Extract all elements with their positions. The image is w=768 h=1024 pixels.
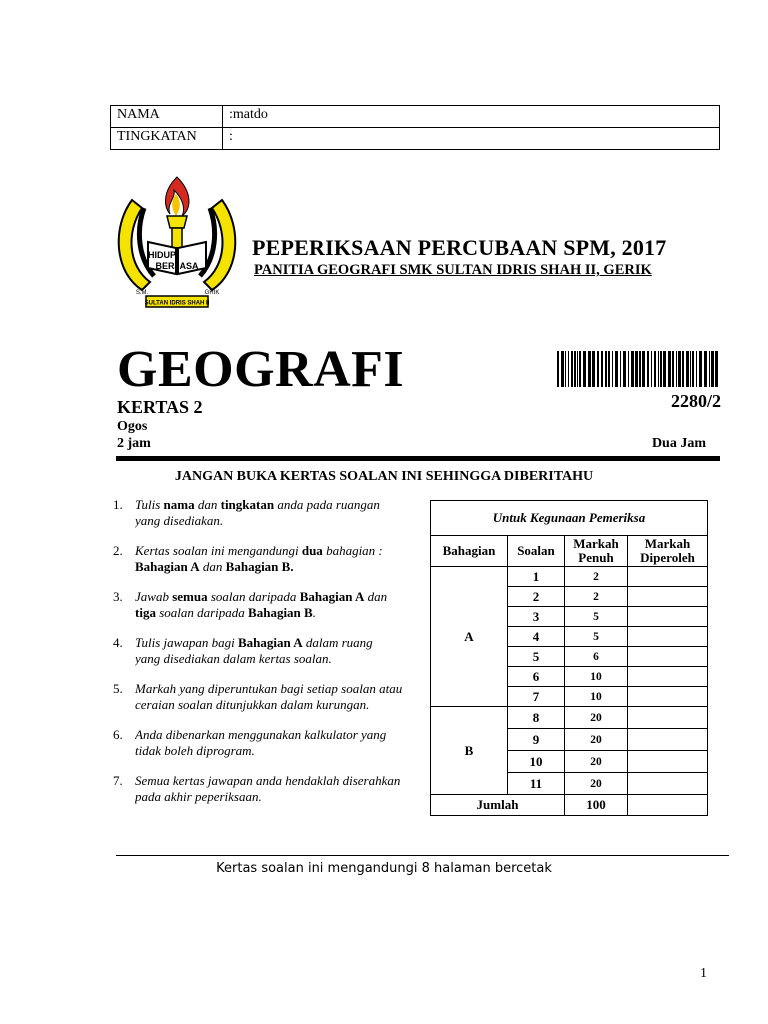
barcode-bar <box>579 351 581 387</box>
instruction-fragment: pada akhir peperiksaan. <box>135 789 262 804</box>
instruction-text <box>135 589 433 621</box>
form-field[interactable]: : <box>223 128 720 150</box>
barcode-bar <box>660 351 662 387</box>
full-marks: 10 <box>565 667 628 687</box>
marks-obtained-cell[interactable] <box>628 773 708 795</box>
page-number: 1 <box>700 966 707 981</box>
instruction-fragment: Anda dibenarkan menggunakan kalkulator yang <box>135 727 387 742</box>
subject-title: GEOGRAFI <box>117 341 405 398</box>
instruction-fragment: nama <box>163 497 195 512</box>
footer-divider <box>116 855 729 856</box>
barcode-bar <box>592 351 595 387</box>
question-number: 11 <box>508 773 565 795</box>
instruction-fragment: Bahagian A <box>299 589 365 604</box>
page-count-note: Kertas soalan ini mengandungi 8 halaman bercetak <box>216 861 552 876</box>
instruction-fragment: tidak boleh diprogram. <box>135 743 255 758</box>
crest-left-label: S.M. <box>135 290 149 296</box>
barcode-bar <box>588 351 591 387</box>
instruction-text <box>135 635 433 667</box>
exam-month: Ogos <box>117 419 148 434</box>
barcode-bar <box>711 351 714 387</box>
instruction-fragment: . <box>312 605 316 620</box>
examiner-marks-table <box>430 500 708 816</box>
crest-text-line2: BERJASA <box>155 261 199 271</box>
instruction-fragment: Tulis jawapan bagi <box>135 635 238 650</box>
total-value: 100 <box>565 795 628 816</box>
barcode-bar <box>668 351 671 387</box>
marks-table-title: Untuk Kegunaan Pemeriksa <box>431 501 708 536</box>
instruction-item <box>113 773 433 805</box>
barcode-bar <box>676 351 677 387</box>
full-marks: 6 <box>565 647 628 667</box>
barcode-bar <box>658 351 659 387</box>
paper-number: KERTAS 2 <box>117 397 203 417</box>
instruction-number: 7. <box>113 773 123 788</box>
marks-obtained-cell[interactable] <box>628 687 708 707</box>
barcode-bar <box>612 351 613 387</box>
barcode-bar <box>690 351 691 387</box>
full-marks: 20 <box>565 729 628 751</box>
col-header-full-marks: Markah Penuh <box>565 536 628 567</box>
instruction-fragment: Bahagian B <box>248 605 313 620</box>
instruction-fragment: Bahagian A <box>237 635 303 650</box>
form-label: TINGKATAN <box>111 128 223 150</box>
marks-obtained-cell[interactable] <box>628 607 708 627</box>
instruction-fragment: yang disediakan. <box>135 513 224 528</box>
exam-title: PEPERIKSAAN PERCUBAAN SPM, 2017 <box>252 235 667 260</box>
instruction-number: 3. <box>113 589 123 604</box>
marks-obtained-cell[interactable] <box>628 587 708 607</box>
full-marks: 5 <box>565 607 628 627</box>
barcode-bar <box>678 351 681 387</box>
name-label: NAMA <box>111 106 223 128</box>
instruction-item <box>113 727 433 759</box>
barcode-bar <box>568 351 569 387</box>
instruction-fragment: Jawab <box>135 589 173 604</box>
exam-duration: 2 jam <box>117 436 151 451</box>
full-marks: 10 <box>565 687 628 707</box>
barcode-bar <box>704 351 707 387</box>
instruction-fragment: Bahagian B. <box>225 559 294 574</box>
paper-code: 2280/2 <box>670 391 721 411</box>
instruction-fragment: dan <box>199 559 226 574</box>
crest-right-label: GRIK <box>204 290 220 296</box>
barcode-bar <box>709 351 710 387</box>
instruction-item <box>113 497 433 529</box>
instruction-fragment: tiga <box>135 605 156 620</box>
col-header-marks-obtained: Markah Diperoleh <box>628 536 708 567</box>
instruction-item <box>113 681 433 713</box>
question-number: 4 <box>508 627 565 647</box>
barcode-bar <box>628 351 629 387</box>
barcode-bar <box>672 351 674 387</box>
marks-obtained-cell[interactable] <box>628 647 708 667</box>
marks-obtained-cell[interactable] <box>628 567 708 587</box>
question-number: 10 <box>508 751 565 773</box>
barcode-bar <box>620 351 621 387</box>
full-marks: 5 <box>565 627 628 647</box>
barcode-bar <box>571 351 573 387</box>
question-number: 3 <box>508 607 565 627</box>
instruction-item <box>113 543 433 575</box>
instruction-fragment: dan <box>364 589 388 604</box>
col-header-question: Soalan <box>508 536 565 567</box>
question-number: 7 <box>508 687 565 707</box>
barcode-bar <box>642 351 645 387</box>
question-number: 5 <box>508 647 565 667</box>
instruction-fragment: semua <box>172 589 208 604</box>
marks-obtained-cell[interactable] <box>628 627 708 647</box>
barcode-bar <box>692 351 694 387</box>
barcode-bar <box>561 351 564 387</box>
name-row <box>111 106 720 128</box>
instruction-number: 4. <box>113 635 123 650</box>
col-header-section: Bahagian <box>431 536 508 567</box>
instruction-text <box>135 681 433 713</box>
section-label: B <box>431 707 508 795</box>
full-marks: 20 <box>565 751 628 773</box>
question-number: 2 <box>508 587 565 607</box>
barcode-bar <box>574 351 576 387</box>
instruction-number: 1. <box>113 497 123 512</box>
instruction-fragment: soalan daripada <box>155 605 249 620</box>
barcode-bar <box>623 351 626 387</box>
barcode-bar <box>565 351 566 387</box>
instruction-fragment: bahagian : <box>322 543 383 558</box>
barcode-bar <box>639 351 641 387</box>
instruction-number: 5. <box>113 681 123 696</box>
barcode-bar <box>651 351 652 387</box>
instructions-list <box>113 497 433 819</box>
instruction-fragment: Bahagian A <box>135 559 200 574</box>
instruction-fragment: tingkatan <box>220 497 275 512</box>
marks-obtained-cell[interactable] <box>628 667 708 687</box>
barcode-bar <box>686 351 689 387</box>
question-number: 1 <box>508 567 565 587</box>
full-marks: 20 <box>565 773 628 795</box>
barcode-bar <box>699 351 702 387</box>
instruction-item <box>113 589 433 621</box>
barcode-bar <box>635 351 638 387</box>
question-number: 6 <box>508 667 565 687</box>
barcode-bar <box>696 351 697 387</box>
full-marks: 20 <box>565 707 628 729</box>
question-number: 8 <box>508 707 565 729</box>
barcode-bar <box>601 351 603 387</box>
panel-title: PANITIA GEOGRAFI SMK SULTAN IDRIS SHAH II, GERIK <box>254 262 652 278</box>
marks-row <box>431 567 708 587</box>
barcode-bar <box>577 351 578 387</box>
instruction-text <box>135 543 433 575</box>
question-number: 9 <box>508 729 565 751</box>
crest-ribbon-text: SULTAN IDRIS SHAH II <box>144 300 210 307</box>
total-label: Jumlah <box>431 795 565 816</box>
full-marks: 2 <box>565 587 628 607</box>
barcode-bar <box>608 351 610 387</box>
candidate-info-box <box>110 105 720 150</box>
total-obtained-cell[interactable] <box>628 795 708 816</box>
barcode-bar <box>654 351 656 387</box>
section-label: A <box>431 567 508 707</box>
school-crest-logo <box>112 172 242 312</box>
instruction-fragment: Tulis <box>135 497 164 512</box>
instruction-text <box>135 497 433 529</box>
barcode-bar <box>647 351 649 387</box>
instruction-number: 6. <box>113 727 123 742</box>
instruction-fragment: dua <box>301 543 323 558</box>
marks-obtained-cell[interactable] <box>628 751 708 773</box>
barcode-bar <box>605 351 607 387</box>
barcode-bar <box>583 351 586 387</box>
crest-text-line1: HIDUP <box>147 250 177 260</box>
instruction-item <box>113 635 433 667</box>
marks-row <box>431 707 708 729</box>
warning-heading: JANGAN BUKA KERTAS SOALAN INI SEHINGGA DIBERITAHU <box>174 469 594 484</box>
instruction-fragment: anda pada ruangan <box>274 497 380 512</box>
instruction-fragment: dalam ruang <box>302 635 373 650</box>
duration-words: Dua Jam <box>651 436 706 451</box>
instruction-fragment: dan <box>194 497 221 512</box>
barcode-bar <box>597 351 599 387</box>
thick-divider <box>116 456 720 461</box>
barcode <box>557 351 720 387</box>
instruction-text <box>135 727 433 759</box>
instruction-fragment: yang disediakan dalam kertas soalan. <box>135 651 332 666</box>
barcode-bar <box>715 351 718 387</box>
full-marks: 2 <box>565 567 628 587</box>
instruction-text <box>135 773 433 805</box>
marks-obtained-cell[interactable] <box>628 729 708 751</box>
barcode-bar <box>557 351 559 387</box>
barcode-bar <box>615 351 618 387</box>
instruction-number: 2. <box>113 543 123 558</box>
instruction-fragment: Semua kertas jawapan anda hendaklah diserahkan <box>135 773 401 788</box>
barcode-bar <box>682 351 684 387</box>
instruction-fragment: Markah yang diperuntukan bagi setiap soalan atau <box>135 681 403 696</box>
instruction-fragment: ceraian soalan ditunjukkan dalam kurungan. <box>135 697 370 712</box>
name-field[interactable]: :matdo <box>223 106 720 128</box>
form-row <box>111 128 720 150</box>
barcode-bar <box>631 351 634 387</box>
instruction-fragment: soalan daripada <box>207 589 300 604</box>
instruction-fragment: Kertas soalan ini mengandungi <box>135 543 302 558</box>
marks-obtained-cell[interactable] <box>628 707 708 729</box>
barcode-bar <box>663 351 666 387</box>
